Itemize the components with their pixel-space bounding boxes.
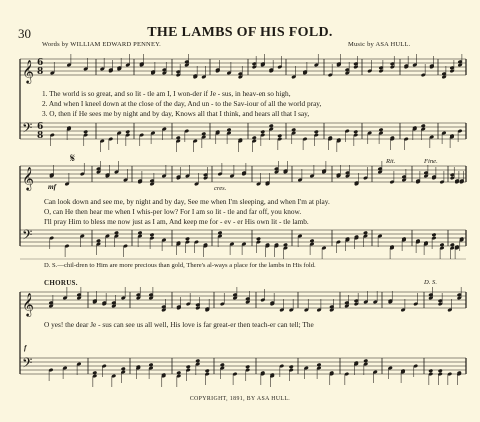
notehead	[125, 130, 130, 134]
notehead	[176, 136, 181, 140]
notehead	[185, 237, 190, 241]
copyright-notice: COPYRIGHT, 1891, BY ASA HULL.	[189, 396, 291, 402]
notehead	[176, 371, 181, 375]
notehead	[138, 231, 143, 235]
notehead	[353, 130, 358, 134]
ds-mark: D. S.	[424, 279, 438, 286]
notehead	[186, 365, 191, 369]
notehead	[201, 132, 206, 136]
notehead	[218, 231, 223, 235]
music-credit: Music by ASA HULL.	[348, 41, 411, 48]
notehead	[96, 239, 101, 243]
fine-mark: Fine.	[424, 158, 438, 165]
time-signature: 8	[37, 67, 44, 77]
notehead	[252, 136, 257, 140]
notehead	[432, 233, 437, 237]
verse-3-line-1: 3. O, then if He sees me by night and by day, Knows all that I think, and hears all that I say,	[42, 109, 310, 118]
notehead	[195, 359, 200, 363]
time-signature: 6	[37, 122, 44, 132]
chorus-lyric: O yes! the dear Je - sus can see us all well, His love is far great-er then teach-er can tell; The	[44, 320, 314, 329]
treble-clef: 𝄞	[22, 59, 34, 83]
notehead	[121, 367, 126, 371]
treble-clef: 𝄞	[22, 292, 34, 316]
notehead	[421, 124, 426, 128]
time-signature: 6	[37, 58, 44, 68]
notehead	[438, 369, 443, 373]
bass-clef: 𝄢	[22, 120, 33, 139]
verse-2-line-1: 2. And when I kneel down at the close of the day, And un - to the Sav-iour of all the world pray,	[42, 99, 322, 108]
notehead	[317, 363, 322, 367]
notehead	[83, 130, 88, 134]
segno-sign: 𝄋	[70, 151, 76, 165]
verse-1-line-1: 1. The world is so great, and so lit - tle am I, I won-der if Je - sus, in heav-en so high,	[42, 89, 291, 98]
notehead	[114, 231, 119, 235]
notehead	[440, 243, 445, 247]
chorus-label: CHORUS.	[44, 279, 78, 287]
notehead	[310, 239, 315, 243]
bass-clef: 𝄢	[22, 227, 33, 246]
notehead	[269, 124, 274, 128]
dynamic-mf: mf	[48, 182, 57, 191]
treble-clef: 𝄞	[22, 166, 34, 190]
notehead	[220, 363, 225, 367]
notehead	[314, 130, 319, 134]
notehead	[205, 369, 210, 373]
ds-line: D. S.—chil-dren to Him are more precious than gold, There's al-ways a place for the lambs in His fold.	[44, 262, 316, 269]
notehead	[150, 233, 155, 237]
notehead	[450, 243, 455, 247]
time-signature: 8	[37, 131, 44, 141]
notehead	[291, 128, 296, 132]
notehead	[245, 365, 250, 369]
verse-2-line-2: O, can He then hear me when I whis-per low? For I am so lit - tle and far off, you know.	[44, 207, 302, 216]
page-number: 30	[18, 26, 31, 41]
words-credit: Words by WILLIAM EDWARD PENNEY.	[42, 41, 161, 48]
dynamic-f: f	[24, 343, 27, 352]
notehead	[379, 128, 384, 132]
notehead	[289, 365, 294, 369]
rit-mark: Rit.	[386, 158, 396, 165]
notehead	[363, 359, 368, 363]
notehead	[92, 371, 97, 375]
hymn-title: THE LAMBS OF HIS FOLD.	[147, 25, 333, 40]
notehead	[363, 231, 368, 235]
notehead	[277, 134, 282, 138]
notehead	[283, 243, 288, 247]
bass-clef: 𝄢	[22, 355, 33, 374]
notehead	[227, 128, 232, 132]
verse-3-line-2: I'll pray Him to bless me now just as I am, And keep me for - ev - er His own lit - tle lamb.	[44, 217, 309, 226]
notehead	[256, 237, 261, 241]
notehead	[149, 363, 154, 367]
verse-1-line-2: Can look down and see me, by night and by day, See me when I'm sleeping, and when I'm at play.	[44, 197, 330, 206]
notehead	[260, 130, 265, 134]
cresc-mark: cres.	[214, 185, 227, 192]
notehead	[428, 369, 433, 373]
